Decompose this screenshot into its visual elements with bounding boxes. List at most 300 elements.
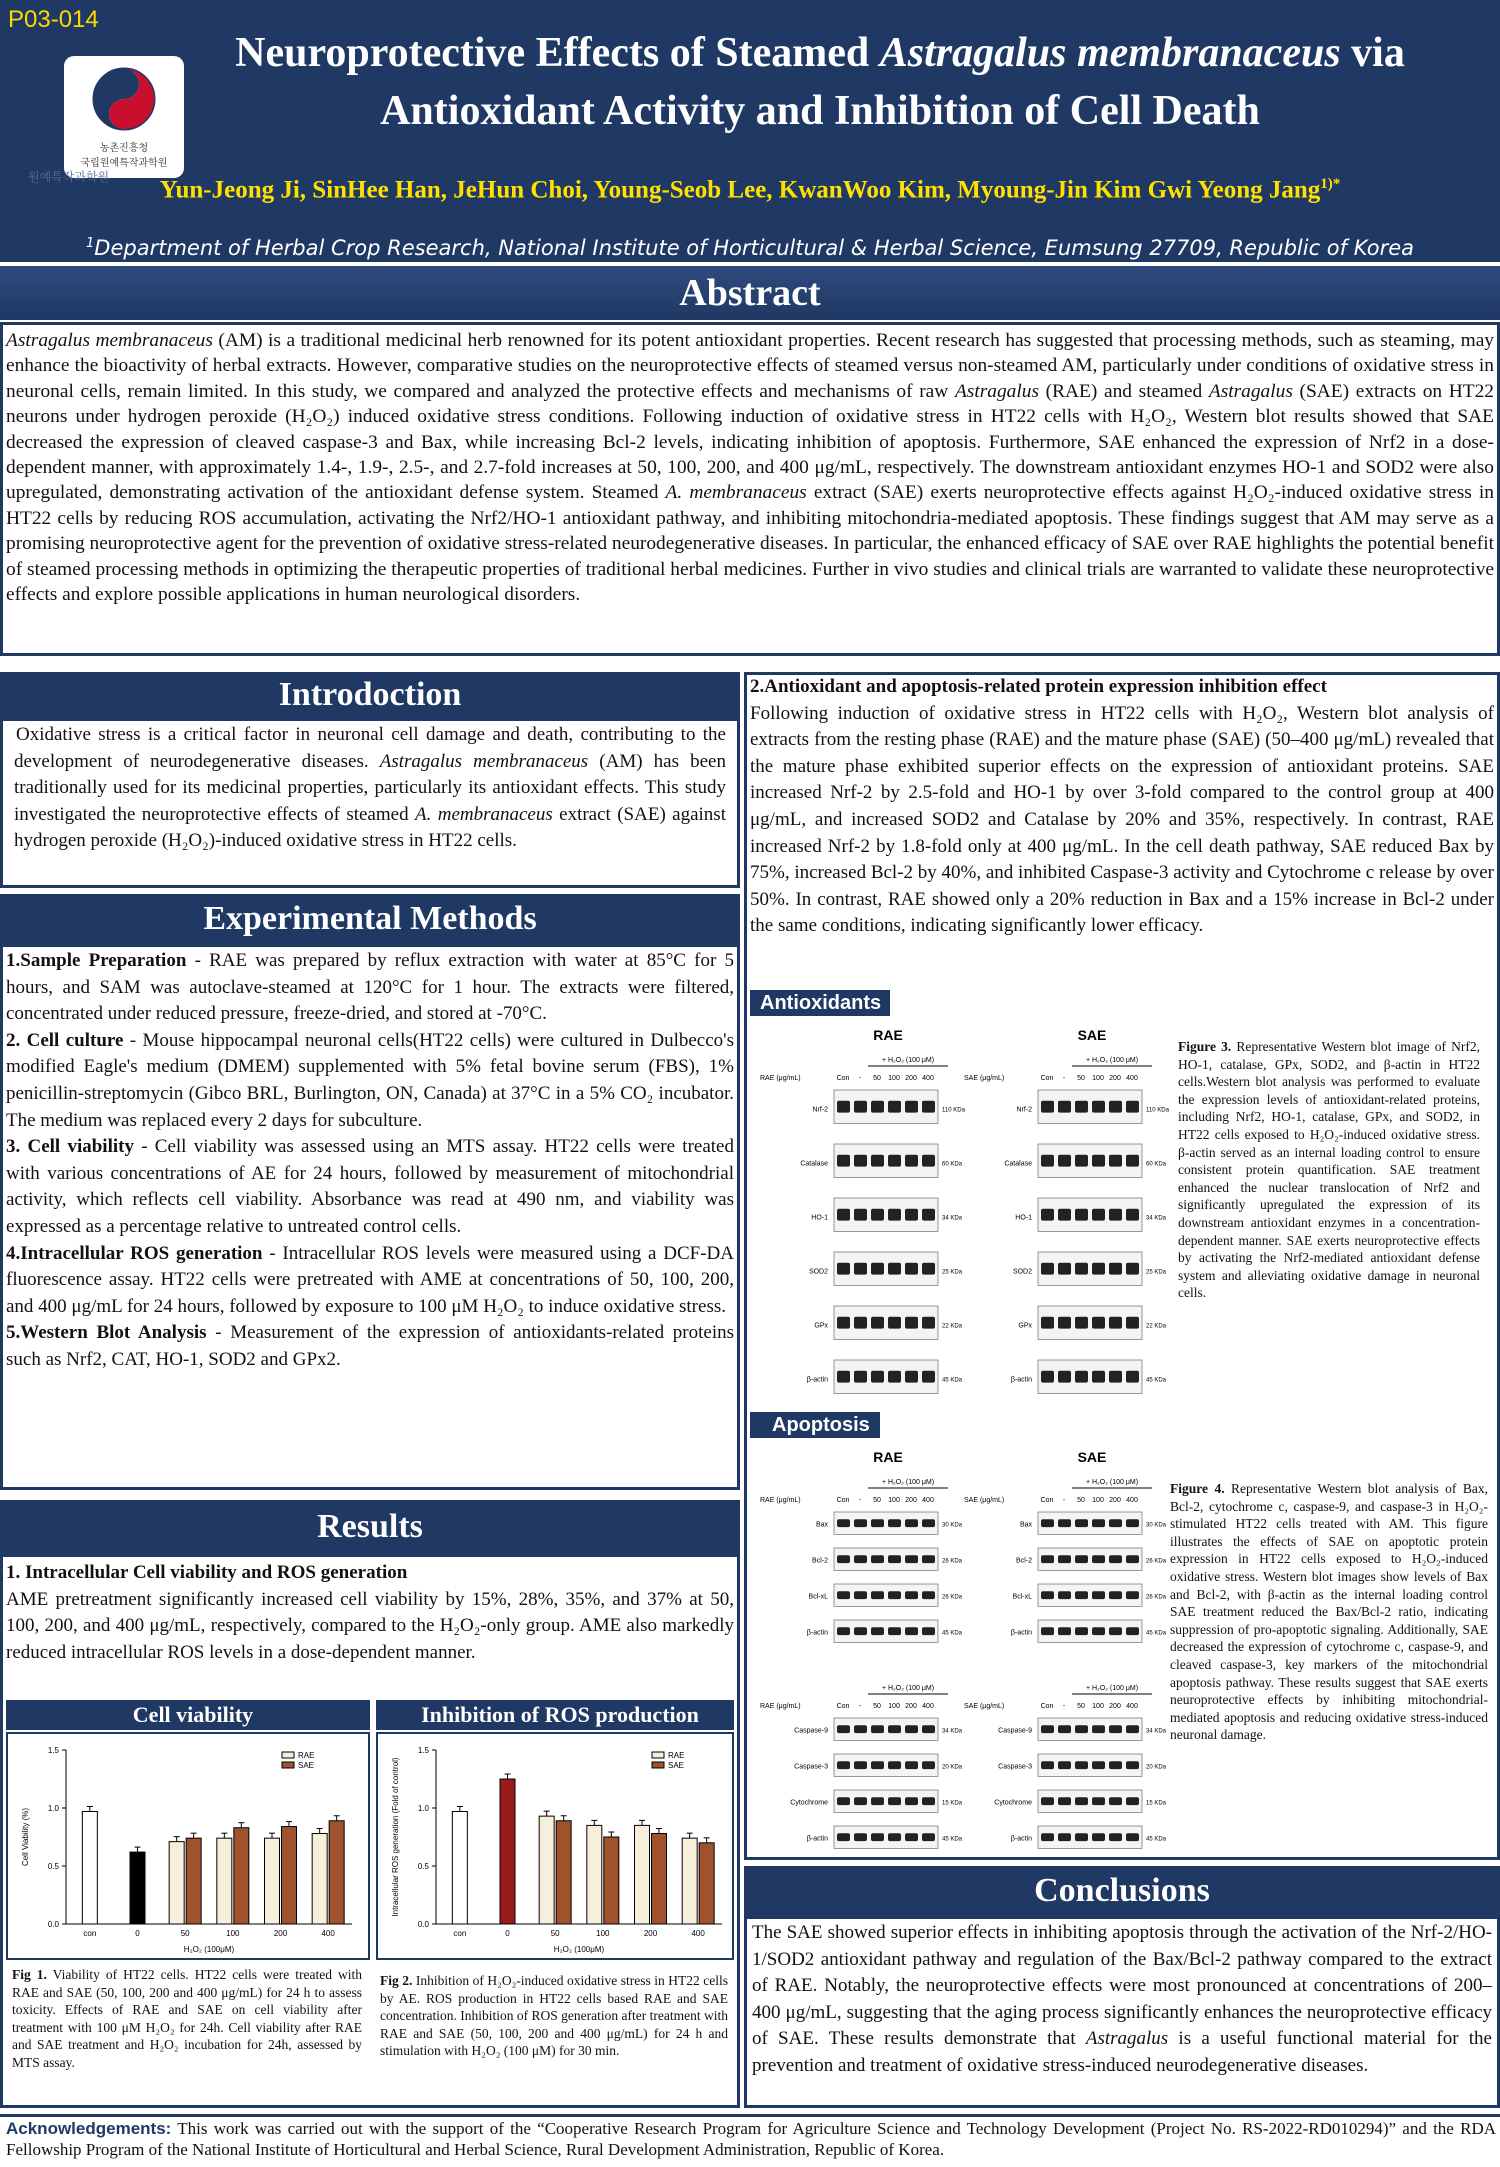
control-bar	[452, 1811, 467, 1924]
blot-band	[1109, 1725, 1122, 1733]
blot-h2o2-label: + H₂O₂ (100 μM)	[881, 1479, 935, 1486]
blot-band	[854, 1317, 867, 1329]
blot-band	[1126, 1591, 1139, 1599]
lane-label: 50	[1077, 1075, 1085, 1082]
blot-band	[837, 1519, 850, 1527]
poster-title: Neuroprotective Effects of Steamed Astragalus membranaceus via Antioxidant Activity and Inhibition of Cell Death	[235, 30, 1405, 134]
blot-title: RAE	[873, 1027, 903, 1043]
blot-kda-label: 34 KDa	[942, 1215, 963, 1222]
blot-kda-label: 25 KDa	[1146, 1269, 1167, 1276]
blot-band	[1092, 1263, 1105, 1275]
blot-band	[888, 1555, 901, 1563]
blot-kda-label: 34 KDa	[942, 1728, 963, 1735]
blot-band	[871, 1761, 884, 1769]
blot-protein-label: Bcl-2	[812, 1557, 828, 1565]
h2o2-bar	[130, 1852, 145, 1924]
blot-band	[1058, 1101, 1071, 1113]
lane-label: 100	[888, 1075, 900, 1082]
lane-label: Con	[1040, 1075, 1054, 1082]
blot-band	[1075, 1591, 1088, 1599]
abstract-text: Astragalus membranaceus (AM) is a traditional medicinal herb renowned for its potent antioxidant properties. Recent research has suggested that processing methods, such as steaming, may enhance the bioactivity of herbal extracts. However, comparative studies on the neuroprotective effects of steamed versus non-steamed AM, particularly under conditions of oxidative stress in neuronal cells, remain limited. In this study, we compared and analyzed the protective effects and mechanisms of raw Astragalus (RAE) and steamed Astragalus (SAE) extracts on HT22 neurons under hydrogen peroxide (H₂O₂) induced oxidative stress conditions. Following induction of oxidative stress in HT22 cells with H₂O₂, Western blot results showed that SAE decreased the expression of cleaved caspase-3 and Bax, while increasing Bcl-2 levels, indicating inhibition of apoptosis. Furthermore, SAE enhanced the expression of Nrf2 in a dose-dependent manner, with approximately 1.4-, 1.9-, 2.5-, and 2.7-fold increases at 50, 100, 200, and 400 μg/mL, respectively. The downstream antioxidant enzymes HO-1 and SOD2 were also upregulated, demonstrating activation of the antioxidant defense system. Steamed A. membranaceus extract (SAE) exerts neuroprotective effects against H₂O₂-induced oxidative stress in HT22 cells by reducing ROS accumulation, activating the Nrf2/HO-1 antioxidant pathway, and inhibiting mitochondria-mediated apoptosis. These findings suggest that AM may serve as a promising neuroprotective agent for the prevention of oxidative stress-related neurodegenerative diseases. In particular, the enhanced efficacy of SAE over RAE highlights the potential benefit of steamed processing methods in optimizing the therapeutic properties of traditional herbal medicines. Further in vivo studies and clinical trials are warranted to validate these neuroprotective effects and explore possible applications in human neurological disorders.	[6, 330, 1494, 606]
blot-protein-label: β-actin	[1010, 1835, 1032, 1843]
results-1-block	[6, 1560, 734, 1666]
lane-label: 50	[1077, 1497, 1085, 1504]
x-tick-label: con	[83, 1929, 97, 1938]
blot-band	[1126, 1761, 1139, 1769]
blot-band	[854, 1761, 867, 1769]
blot-band	[871, 1371, 884, 1383]
blot-band	[1041, 1555, 1054, 1563]
blot-band	[854, 1155, 867, 1167]
lane-label: 400	[922, 1497, 934, 1504]
blot-band	[1058, 1519, 1071, 1527]
blot-protein-label: Nrf-2	[1016, 1106, 1032, 1114]
lane-label: 200	[905, 1703, 917, 1710]
blot-kda-label: 45 KDa	[1146, 1377, 1167, 1384]
x-tick-label: 400	[321, 1929, 335, 1938]
blot-band	[905, 1627, 918, 1635]
blot-band	[837, 1833, 850, 1841]
x-tick-label: 200	[273, 1929, 288, 1938]
blot-band	[1075, 1519, 1088, 1527]
x-tick-label: 400	[691, 1929, 705, 1938]
blot-band	[922, 1101, 935, 1113]
blot-band	[1092, 1725, 1105, 1733]
sae-bar	[604, 1837, 619, 1924]
blot-band	[888, 1725, 901, 1733]
blot-protein-label: β-actin	[1010, 1629, 1032, 1637]
blot-band	[1109, 1519, 1122, 1527]
lane-label: 400	[1126, 1497, 1138, 1504]
blot-title: SAE	[1077, 1449, 1107, 1465]
blot-band	[922, 1263, 935, 1275]
blot-kda-label: 60 KDa	[1146, 1161, 1167, 1168]
blot-band	[888, 1627, 901, 1635]
blot-band	[837, 1317, 850, 1329]
blot-band	[1126, 1555, 1139, 1563]
blot-band	[1058, 1263, 1071, 1275]
blot-band	[888, 1263, 901, 1275]
blot-band	[888, 1155, 901, 1167]
blot-band	[922, 1371, 935, 1383]
blot-conc-label: RAE (μg/mL)	[760, 1703, 801, 1710]
blot-title: SAE	[1077, 1027, 1107, 1043]
blot-kda-label: 30 KDa	[1146, 1522, 1167, 1529]
blot-band	[922, 1627, 935, 1635]
lane-label: -	[1062, 1075, 1066, 1082]
blot-band	[1126, 1155, 1139, 1167]
blot-band	[1109, 1761, 1122, 1769]
blot-kda-label: 26 KDa	[1146, 1558, 1167, 1565]
blot-band	[854, 1797, 867, 1805]
lane-label: 100	[1092, 1703, 1104, 1710]
acknowledgements-text: Acknowledgements: This work was carried out with the support of the “Cooperative Research Program for Agriculture Science and Technology Development (Project No. RS-2022-RD010294)” and the RDA Fellowship Program of the National Institute of Horticultural and Herbal Science, Rural Development Administration, Republic of Korea.	[6, 2119, 1496, 2159]
blot-band	[871, 1833, 884, 1841]
x-tick-label: 100	[226, 1929, 240, 1938]
blot-band	[1092, 1101, 1105, 1113]
sae-bar	[234, 1828, 249, 1924]
blot-band	[922, 1209, 935, 1221]
blot-band	[837, 1209, 850, 1221]
blot-band	[1109, 1101, 1122, 1113]
blot-band	[1041, 1761, 1054, 1769]
results-heading: Results	[0, 1500, 740, 1554]
blot-band	[1109, 1317, 1122, 1329]
blot-protein-label: Bcl-xL	[808, 1593, 828, 1601]
blot-band	[1092, 1627, 1105, 1635]
blot-band	[1126, 1797, 1139, 1805]
blot-band	[1126, 1725, 1139, 1733]
blot-band	[1075, 1263, 1088, 1275]
antioxidants-tag: Antioxidants	[750, 990, 890, 1016]
blot-kda-label: 60 KDa	[942, 1161, 963, 1168]
lane-label: 200	[905, 1497, 917, 1504]
affiliation: $^1$Department of Herbal Crop Research, National Institute of Horticultural & Herbal Science, Eumsung 27709, Republic of Korea	[86, 236, 1414, 260]
blot-band	[837, 1263, 850, 1275]
rae-bar	[169, 1842, 184, 1924]
legend-sae-swatch	[652, 1762, 664, 1768]
blot-kda-label: 26 KDa	[942, 1558, 963, 1565]
blot-band	[837, 1371, 850, 1383]
blot-band	[1075, 1317, 1088, 1329]
blot-band	[1092, 1519, 1105, 1527]
blot-band	[1058, 1317, 1071, 1329]
blot-band	[871, 1263, 884, 1275]
blot-band	[888, 1833, 901, 1841]
results-1-title: 1. Intracellular Cell viability and ROS generation	[6, 1562, 408, 1583]
blot-band	[1041, 1371, 1054, 1383]
conclusions-text: The SAE showed superior effects in inhibiting apoptosis through the activation of the Nrf-2/HO-1/SOD2 antioxidant pathway and regulation of the Bax/Bcl-2 pathway compared to the extract of RAE. Notably, the neuroprotective effects were most pronounced at concentrations of 200–400 μg/mL, suggesting that the aging process significantly enhances the neuroprotective efficacy of SAE. These results demonstrate that Astragalus is a useful functional material for the prevention and treatment of oxidative stress-induced neurodegenerative diseases.	[752, 1922, 1492, 2076]
x-axis-label: H₂O₂ (100μM)	[553, 1945, 605, 1954]
blot-protein-label: β-actin	[806, 1629, 828, 1637]
x-tick-label: 100	[596, 1929, 610, 1938]
blot-kda-label: 45 KDa	[942, 1836, 963, 1843]
apoptosis-western-blot	[752, 1440, 1172, 1850]
blot-band	[905, 1263, 918, 1275]
lane-label: -	[858, 1497, 862, 1504]
blot-band	[871, 1797, 884, 1805]
blot-protein-label: β-actin	[1010, 1376, 1032, 1384]
blot-band	[922, 1725, 935, 1733]
blot-band	[1041, 1725, 1054, 1733]
authors: Yun-Jeong Ji, SinHee Han, JeHun Choi, Young-Seob Lee, KwanWoo Kim, Myoung-Jin Kim Gwi Yeong Jang$^{1)*}$	[159, 176, 1341, 204]
lane-label: 200	[905, 1075, 917, 1082]
blot-protein-label: Cytochrome	[994, 1799, 1032, 1807]
blot-conc-label: SAE (μg/mL)	[964, 1075, 1005, 1082]
logo-line1: 농촌진흥청	[99, 143, 149, 154]
blot-band	[1092, 1797, 1105, 1805]
x-tick-label: 200	[643, 1929, 658, 1938]
blot-band	[1041, 1627, 1054, 1635]
blot-band	[854, 1591, 867, 1599]
blot-band	[1075, 1627, 1088, 1635]
blot-protein-label: Bax	[815, 1521, 828, 1529]
method-item: 5.Western Blot Analysis - Measurement of the expression of antioxidants-related proteins such as Nrf2, CAT, HO-1, SOD2 and GPx2.	[6, 1322, 734, 1370]
fig2-caption: Fig 2. Inhibition of H₂O₂-induced oxidative stress in HT22 cells by AE. ROS production in HT22 cells based RAE and SAE concentration. Inhibition of ROS generation after treatment with RAE and SAE (50, 100, 200 and 400 μg/mL) for 24 h and stimulation with H₂O₂ (100 μM) for 30 min.	[380, 1973, 728, 2059]
blot-protein-label: Bcl-xL	[1012, 1593, 1032, 1601]
rae-bar	[312, 1834, 327, 1924]
y-tick-label: 1.5	[47, 1746, 59, 1755]
blot-protein-label: Caspase-9	[794, 1727, 828, 1735]
blot-band	[905, 1155, 918, 1167]
y-tick-label: 0.5	[417, 1862, 429, 1871]
blot-band	[1126, 1519, 1139, 1527]
blot-kda-label: 45 KDa	[1146, 1630, 1167, 1637]
ros-tag: Inhibition of ROS production	[376, 1700, 734, 1730]
blot-band	[837, 1797, 850, 1805]
legend-sae-label: SAE	[298, 1761, 315, 1770]
blot-band	[871, 1155, 884, 1167]
blot-band	[854, 1555, 867, 1563]
blot-band	[837, 1627, 850, 1635]
blot-band	[854, 1101, 867, 1113]
sae-bar	[699, 1843, 714, 1924]
lane-label: 400	[922, 1075, 934, 1082]
blot-band	[1075, 1101, 1088, 1113]
blot-band	[1109, 1555, 1122, 1563]
rae-bar	[539, 1816, 554, 1924]
method-item: 2. Cell culture - Mouse hippocampal neuronal cells(HT22 cells) were cultured in Dulbecco's modified Eagle's medium (DMEM) supplemented with 5% fetal bovine serum (FBS), 1% penicillin-streptomycin (Gibco BRL, Burlington, ON, Canada) at 37°C in a 5% CO₂ incubator. The medium was replaced every 2 days for subculture.	[6, 1029, 734, 1131]
y-tick-label: 1.5	[417, 1746, 429, 1755]
fig4-caption: Figure 4. Representative Western blot analysis of Bax, Bcl-2, cytochrome c, caspase-9, and caspase-3 in H₂O₂-stimulated HT22 cells treated with AM. This figure illustrates the effects of SAE on apoptotic protein expression in HT22 cells exposed to H₂O₂-induced oxidative stress. Western blot images show levels of Bax and Bcl-2, with β-actin as the internal loading control SAE treatment reduced the Bax/Bcl-2 ratio, indicating suppression of pro-apoptotic signaling. Additionally, SAE decreased the expression of cytochrome c, caspase-9, and cleaved caspase-3, key markers of the mitochondrial apoptosis pathway. These results suggest that SAE exerts neuroprotective effects by inhibiting mitochondrial-mediated apoptosis and reducing oxidative stress-induced neuronal damage.	[1170, 1481, 1488, 1743]
h2o2-bar	[500, 1779, 515, 1924]
blot-protein-label: Caspase-9	[998, 1727, 1032, 1735]
blot-kda-label: 22 KDa	[1146, 1323, 1167, 1330]
lane-label: 50	[873, 1703, 881, 1710]
poster-id: P03-014	[8, 6, 99, 33]
blot-band	[905, 1371, 918, 1383]
rae-bar	[587, 1825, 602, 1924]
blot-protein-label: Cytochrome	[790, 1799, 828, 1807]
blot-band	[1109, 1209, 1122, 1221]
blot-band	[905, 1101, 918, 1113]
blot-band	[1058, 1209, 1071, 1221]
blot-protein-label: HO-1	[1015, 1214, 1032, 1222]
blot-kda-label: 25 KDa	[942, 1269, 963, 1276]
rae-bar	[217, 1838, 232, 1924]
blot-band	[888, 1591, 901, 1599]
lane-label: Con	[1040, 1703, 1054, 1710]
blot-band	[922, 1797, 935, 1805]
blot-protein-label: Nrf-2	[812, 1106, 828, 1114]
lane-label: -	[858, 1703, 862, 1710]
blot-band	[854, 1725, 867, 1733]
blot-band	[1126, 1833, 1139, 1841]
blot-protein-label: GPx	[814, 1322, 828, 1330]
blot-title: RAE	[873, 1449, 903, 1465]
blot-conc-label: RAE (μg/mL)	[760, 1497, 801, 1504]
blot-band	[871, 1317, 884, 1329]
legend-sae-label: SAE	[668, 1761, 685, 1770]
methods-text	[6, 948, 734, 1374]
blot-protein-label: Caspase-3	[998, 1763, 1032, 1771]
lane-label: Con	[836, 1075, 850, 1082]
antioxidant-western-blot	[752, 1020, 1172, 1400]
blot-h2o2-label: + H₂O₂ (100 μM)	[881, 1057, 935, 1064]
blot-kda-label: 20 KDa	[1146, 1764, 1167, 1771]
lane-label: 50	[873, 1497, 881, 1504]
blot-kda-label: 20 KDa	[942, 1764, 963, 1771]
blot-band	[871, 1627, 884, 1635]
abstract-heading: Abstract	[0, 266, 1500, 320]
x-tick-label: con	[453, 1929, 467, 1938]
blot-band	[854, 1833, 867, 1841]
blot-kda-label: 26 KDa	[1146, 1594, 1167, 1601]
logo-line2: 국립원예특작과학원	[80, 158, 168, 169]
blot-kda-label: 30 KDa	[942, 1522, 963, 1529]
blot-band	[837, 1555, 850, 1563]
lane-label: 400	[1126, 1075, 1138, 1082]
blot-band	[1126, 1101, 1139, 1113]
blot-protein-label: Caspase-3	[794, 1763, 828, 1771]
blot-band	[1109, 1591, 1122, 1599]
lane-label: 200	[1109, 1075, 1121, 1082]
blot-band	[1092, 1761, 1105, 1769]
blot-band	[871, 1591, 884, 1599]
blot-band	[905, 1555, 918, 1563]
blot-band	[888, 1317, 901, 1329]
x-tick-label: 0	[135, 1929, 140, 1938]
lane-label: 200	[1109, 1703, 1121, 1710]
blot-band	[1041, 1263, 1054, 1275]
blot-h2o2-label: + H₂O₂ (100 μM)	[881, 1685, 935, 1692]
blot-h2o2-label: + H₂O₂ (100 μM)	[1085, 1479, 1139, 1486]
y-axis-label: Cell Viability (%)	[21, 1807, 30, 1867]
rae-bar	[635, 1825, 650, 1924]
blot-band	[1092, 1371, 1105, 1383]
blot-band	[1092, 1155, 1105, 1167]
blot-protein-label: GPx	[1018, 1322, 1032, 1330]
blot-conc-label: SAE (μg/mL)	[964, 1497, 1005, 1504]
y-tick-label: 1.0	[417, 1804, 429, 1813]
sae-bar	[282, 1827, 297, 1924]
legend-rae-label: RAE	[298, 1751, 315, 1760]
blot-band	[837, 1155, 850, 1167]
blot-band	[905, 1591, 918, 1599]
blot-kda-label: 26 KDa	[942, 1594, 963, 1601]
blot-conc-label: SAE (μg/mL)	[964, 1703, 1005, 1710]
x-tick-label: 50	[180, 1929, 190, 1938]
blot-band	[905, 1209, 918, 1221]
lane-label: 50	[873, 1075, 881, 1082]
blot-protein-label: Catalase	[800, 1160, 828, 1168]
legend-rae-swatch	[652, 1752, 664, 1758]
blot-band	[922, 1591, 935, 1599]
blot-protein-label: Bax	[1019, 1521, 1032, 1529]
blot-band	[854, 1627, 867, 1635]
blot-protein-label: SOD2	[1012, 1268, 1032, 1276]
blot-band	[922, 1317, 935, 1329]
blot-band	[1075, 1761, 1088, 1769]
blot-band	[1041, 1797, 1054, 1805]
sae-bar	[186, 1838, 201, 1924]
blot-band	[1092, 1209, 1105, 1221]
blot-band	[1058, 1555, 1071, 1563]
blot-band	[1075, 1155, 1088, 1167]
logo	[64, 56, 184, 178]
results-2-block	[750, 674, 1494, 940]
x-tick-label: 50	[550, 1929, 560, 1938]
blot-band	[1109, 1627, 1122, 1635]
blot-band	[1075, 1371, 1088, 1383]
blot-kda-label: 15 KDa	[942, 1800, 963, 1807]
introduction-text: Oxidative stress is a critical factor in neuronal cell damage and death, contributing to the development of neurodegenerative diseases. Astragalus membranaceus (AM) has been traditionally used for its medicinal properties, particularly its antioxidant effects. This study investigated the neuroprotective effects of steamed A. membranaceus extract (SAE) against hydrogen peroxide (H₂O₂)-induced oxidative stress in HT22 cells.	[14, 724, 726, 852]
lane-label: Con	[836, 1703, 850, 1710]
blot-band	[1126, 1371, 1139, 1383]
blot-band	[922, 1155, 935, 1167]
blot-band	[1075, 1725, 1088, 1733]
blot-protein-label: β-actin	[806, 1835, 828, 1843]
blot-band	[1109, 1263, 1122, 1275]
blot-conc-label: RAE (μg/mL)	[760, 1075, 801, 1082]
sae-bar	[329, 1821, 344, 1924]
lane-label: -	[858, 1075, 862, 1082]
blot-band	[1041, 1833, 1054, 1841]
blot-band	[922, 1555, 935, 1563]
method-item: 1.Sample Preparation - RAE was prepared by reflux extraction with water at 85°C for 5 hours, and SAM was autoclave-steamed at 120°C for 1 hour. The extracts were filtered, concentrated under reduced pressure, freeze-dried, and stored at -70°C.	[6, 950, 734, 1025]
conclusions-heading: Conclusions	[744, 1866, 1500, 1916]
blot-band	[1041, 1317, 1054, 1329]
blot-band	[1058, 1761, 1071, 1769]
blot-band	[837, 1761, 850, 1769]
y-tick-label: 0.5	[47, 1862, 59, 1871]
lane-label: 200	[1109, 1497, 1121, 1504]
blot-kda-label: 34 KDa	[1146, 1728, 1167, 1735]
blot-protein-label: β-actin	[806, 1376, 828, 1384]
blot-band	[922, 1519, 935, 1527]
blot-band	[922, 1833, 935, 1841]
blot-band	[905, 1725, 918, 1733]
y-axis-label: Intracellular ROS generation (Fold of control)	[391, 1757, 400, 1917]
method-item: 3. Cell viability - Cell viability was assessed using an MTS assay. HT22 cells were treated with various concentrations of AE for 24 hours, followed by measurement of mitochondrial activity, which reflects cell viability. Absorbance was read at 490 nm, and viability was expressed as a percentage relative to untreated control cells.	[6, 1136, 734, 1237]
blot-kda-label: 45 KDa	[942, 1630, 963, 1637]
blot-kda-label: 15 KDa	[1146, 1800, 1167, 1807]
blot-band	[888, 1209, 901, 1221]
blot-band	[1126, 1263, 1139, 1275]
method-item: 4.Intracellular ROS generation - Intracellular ROS levels were measured using a DCF-DA fluorescence assay. HT22 cells were pretreated with AME at concentrations of 50, 100, 200, and 400 μg/mL for 24 hours, followed by exposure to 100 μM H₂O₂ to induce oxidative stress.	[6, 1242, 734, 1317]
blot-band	[1075, 1555, 1088, 1563]
rae-bar	[682, 1838, 697, 1924]
blot-protein-label: SOD2	[808, 1268, 828, 1276]
lane-label: -	[1062, 1497, 1066, 1504]
blot-kda-label: 22 KDa	[942, 1323, 963, 1330]
logo-watermark: 원예특작과학원	[28, 170, 110, 184]
blot-band	[1058, 1155, 1071, 1167]
control-bar	[82, 1811, 97, 1924]
results-2-text: Following induction of oxidative stress in HT22 cells with H₂O₂, Western blot analysis of extracts from the resting phase (RAE) and the mature phase (SAE) (50–400 μg/mL) revealed that the mature phase exhibited superior effects on the expression of antioxidant proteins. SAE increased Nrf-2 by 2.5-fold and HO-1 by over 3-fold compared to the control group at 400 μg/mL, and increased SOD2 and Catalase by 20% and 35%, respectively. In contrast, RAE increased Nrf-2 by 1.8-fold only at 400 μg/mL. In the cell death pathway, SAE reduced Bax by 75%, increased Bcl-2 by 40%, and inhibited Caspase-3 activity and Cytochrome c release by over 50%. In contrast, RAE showed only a 20% reduction in Bax and a 15% increase in Bcl-2 under the same conditions, indicating significantly lower efficacy.	[750, 702, 1494, 937]
blot-band	[1092, 1317, 1105, 1329]
blot-band	[1126, 1627, 1139, 1635]
legend-sae-swatch	[282, 1762, 294, 1768]
blot-band	[1058, 1627, 1071, 1635]
sae-bar	[652, 1834, 667, 1924]
y-tick-label: 0.0	[47, 1920, 59, 1929]
introduction-heading: Introdoction	[0, 672, 740, 718]
blot-band	[888, 1101, 901, 1113]
legend-rae-label: RAE	[668, 1751, 685, 1760]
blot-band	[1126, 1209, 1139, 1221]
blot-band	[1041, 1101, 1054, 1113]
y-tick-label: 0.0	[417, 1920, 429, 1929]
blot-band	[1109, 1833, 1122, 1841]
blot-h2o2-label: + H₂O₂ (100 μM)	[1085, 1685, 1139, 1692]
blot-band	[1058, 1371, 1071, 1383]
blot-band	[871, 1101, 884, 1113]
methods-heading: Experimental Methods	[0, 894, 740, 944]
cell-viability-chart	[6, 1732, 370, 1960]
x-tick-label: 0	[505, 1929, 510, 1938]
x-axis-label: H₂O₂ (100μM)	[183, 1945, 235, 1954]
